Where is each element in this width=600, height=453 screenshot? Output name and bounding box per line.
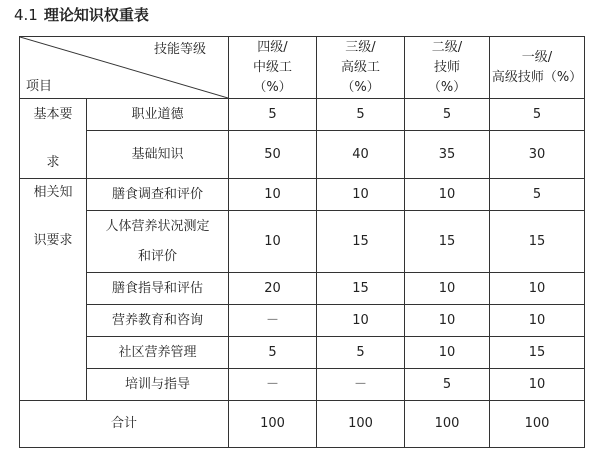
value-cell: 5 xyxy=(317,99,405,131)
total-value-cell: 100 xyxy=(490,401,585,448)
level-header-3-line3: （%） xyxy=(341,79,380,95)
section-heading xyxy=(14,5,149,25)
level-header-1-line1: 一级/ xyxy=(521,49,553,65)
value-cell: 5 xyxy=(490,179,585,211)
table-row xyxy=(20,131,585,179)
value-cell: 35 xyxy=(405,131,490,179)
category-basic-line1: 基本要 xyxy=(33,106,73,122)
theory-weight-table xyxy=(19,36,585,448)
total-label: 合计 xyxy=(20,401,229,448)
table-row xyxy=(20,273,585,305)
value-cell: 20 xyxy=(229,273,317,305)
table-corner-cell xyxy=(20,37,229,99)
total-value-cell: 100 xyxy=(229,401,317,448)
value-cell: 10 xyxy=(317,179,405,211)
level-header-2 xyxy=(405,37,490,99)
value-cell: 15 xyxy=(405,211,490,273)
item-cell: 营养教育和咨询 xyxy=(87,305,229,337)
value-cell: 15 xyxy=(317,273,405,305)
value-cell: 10 xyxy=(317,305,405,337)
value-cell: 5 xyxy=(490,99,585,131)
value-cell: 10 xyxy=(229,179,317,211)
item-cell: 职业道德 xyxy=(87,99,229,131)
value-cell: － xyxy=(317,369,405,401)
table-row xyxy=(20,179,585,211)
item-cell: 培训与指导 xyxy=(87,369,229,401)
value-cell: 10 xyxy=(405,273,490,305)
level-header-4 xyxy=(229,37,317,99)
value-cell: 5 xyxy=(405,99,490,131)
level-header-1-line2: 高级技师（%） xyxy=(491,69,583,85)
value-cell: 5 xyxy=(405,369,490,401)
value-cell: 10 xyxy=(405,337,490,369)
table-row xyxy=(20,369,585,401)
category-related-line1: 相关知 xyxy=(33,185,73,200)
value-cell: － xyxy=(229,305,317,337)
item-cell-line1: 人体营养状况测定 xyxy=(105,218,210,234)
value-cell: 15 xyxy=(490,211,585,273)
value-cell: 10 xyxy=(490,369,585,401)
table-row xyxy=(20,305,585,337)
value-cell: 30 xyxy=(490,131,585,179)
value-cell: 10 xyxy=(490,273,585,305)
value-cell: 10 xyxy=(490,305,585,337)
item-label: 项目 xyxy=(26,79,53,94)
total-value-cell: 100 xyxy=(317,401,405,448)
item-cell: 社区营养管理 xyxy=(87,337,229,369)
table-row xyxy=(20,337,585,369)
value-cell: 10 xyxy=(229,211,317,273)
value-cell: 40 xyxy=(317,131,405,179)
value-cell: － xyxy=(229,369,317,401)
level-header-3-line1: 三级/ xyxy=(345,39,376,55)
level-header-2-line3: （%） xyxy=(427,79,467,95)
item-cell xyxy=(87,211,229,273)
level-header-1 xyxy=(490,37,585,99)
value-cell: 5 xyxy=(229,337,317,369)
level-header-3-line2: 高级工 xyxy=(340,59,380,75)
table-total-row xyxy=(20,401,585,448)
table-row xyxy=(20,211,585,273)
skill-level-label: 技能等级 xyxy=(153,42,206,57)
level-header-4-line1: 四级/ xyxy=(257,39,288,55)
value-cell: 5 xyxy=(317,337,405,369)
category-related-knowledge xyxy=(20,179,87,401)
value-cell: 15 xyxy=(490,337,585,369)
item-cell-line2: 和评价 xyxy=(137,248,177,264)
item-cell: 膳食指导和评估 xyxy=(87,273,229,305)
total-value-cell: 100 xyxy=(405,401,490,448)
category-basic-requirements xyxy=(20,99,87,179)
table-row xyxy=(20,99,585,131)
level-header-4-line2: 中级工 xyxy=(252,59,292,75)
value-cell: 5 xyxy=(229,99,317,131)
category-related-line2: 识要求 xyxy=(33,233,73,248)
value-cell: 10 xyxy=(405,179,490,211)
category-basic-line2: 求 xyxy=(46,154,60,170)
value-cell: 50 xyxy=(229,131,317,179)
section-title: 理论知识权重表 xyxy=(43,6,149,24)
level-header-4-line3: （%） xyxy=(253,79,292,95)
table-header-row xyxy=(20,37,585,99)
level-header-3 xyxy=(317,37,405,99)
section-number: 4.1 xyxy=(14,6,38,24)
item-cell: 基础知识 xyxy=(87,131,229,179)
item-cell: 膳食调查和评价 xyxy=(87,179,229,211)
level-header-2-line1: 二级/ xyxy=(431,39,463,55)
level-header-2-line2: 技师 xyxy=(433,59,460,75)
value-cell: 10 xyxy=(405,305,490,337)
value-cell: 15 xyxy=(317,211,405,273)
